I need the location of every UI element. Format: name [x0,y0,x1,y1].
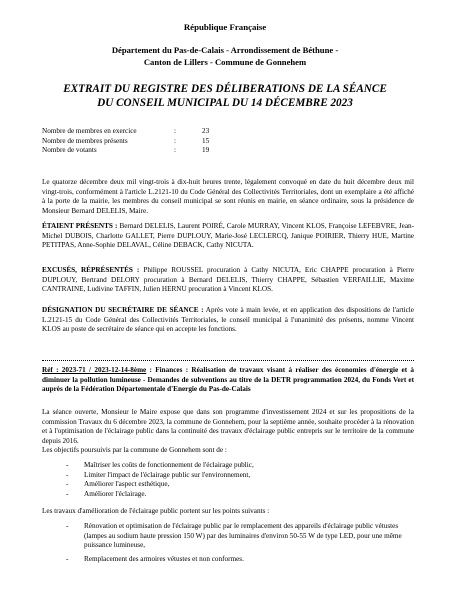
document-title [0,82,450,110]
works-list [66,522,414,564]
excuses-label: EXCUSÉS, RÉPRÉSENTÉS : [42,266,140,274]
deliberation-heading [42,366,414,395]
section-divider [42,360,414,361]
secretary-text: Après vote à main levée, et en application des dispositions de l'article L.2121-15 du Code Général des Collectivités Territoriales, le conseil municipal à l'unanimité des présents, nomme Vincent KLOS au poste de secrétaire de séance qui en accepte les fonctions. [42,306,414,334]
stats-colon: : [174,146,176,155]
objectives-list [66,461,414,499]
stats-label: Nombre de membres en exercice [42,127,137,135]
presents-text: Bernard DELELIS, Laurent POIRÉ, Carole MURRAY, Vincent KLOS, Françoise LEFEBVRE, Jean-Michel DUBOIS, Charlotte GALLET, Pierre DUPLOUY, Marie-José LECLERCQ, Janique POIRIER, Thierry HUE, Martine PETITPAS, Anne-Sophie DELAVAL, Céline DEBACK, Cathy NICUTA. [42,222,415,250]
stats-row [42,137,222,147]
stats-value: 19 [202,146,210,155]
stats-colon: : [174,127,176,135]
work-text: Remplacement des armoires vétustes et non conformes. [84,554,244,563]
objective-text: Limiter l'impact de l'éclairage public sur l'environnement, [84,470,251,479]
deliberation-subject: : Finances : Réalisation de travaux visant à réaliser des économies d'énergie et à diminuer la pollution lumineuse - Demandes de subventions au titre de la DETR programmation 2024, du Fonds Vert et auprès de la Fédération Départementale d'Energie du Pas-de-Calais [42,366,414,394]
member-stats [42,127,222,156]
objective-text: Améliorer l'aspect esthétique, [84,480,170,489]
presents-label: ÉTAIENT PRÉSENTS : [42,222,118,230]
list-item: - Améliorer l'aspect esthétique, [66,480,170,489]
objective-text: Améliorer l'éclairage. [84,489,147,498]
department-line-2: Canton de Lillers - Commune de Gonnehem [143,57,307,67]
stats-value: 23 [202,127,210,135]
excuses-text: Philippe ROUSSEL procuration à Cathy NICUTA, Eric CHAPPE procuration à Pierre DUPLOUY, Bertrand DELORY procuration à Bernard DELELIS, Thierry CHAPPE, Sébastien VERFAILLIE, Maxime CANTRAINE, Ludivine TAFFIN, Julien HERNU procuration à Vincent KLOS. [42,266,414,294]
objective-text: Maîtriser les coûts de fonctionnement de l'éclairage public, [84,461,254,469]
list-item: - Améliorer l'éclairage. [66,489,147,498]
list-item: - Maîtriser les coûts de fonctionnement de l'éclairage public, [66,461,254,469]
list-item: - Remplacement des armoires vétustes et non conformes. [66,554,244,563]
stats-row [42,127,222,137]
excuses-paragraph [42,266,414,295]
stats-value: 15 [202,136,210,145]
title-line-1: EXTRAIT DU REGISTRE DES DÉLIBERATIONS DE LA SÉANCE [63,83,387,95]
work-text: Rénovation et optimisation de l'éclairage public par le remplacement des appareils d'éclairage public vétustes (lampes au sodium haute pression 150 W) par des luminaires d'environ 50-55 W de type LED, pour une même puissance lumineuse, [84,522,402,550]
list-item: - Limiter l'impact de l'éclairage public sur l'environnement, [66,470,251,479]
stats-label: Nombre de votants [42,146,97,155]
list-item: - Rénovation et optimisation de l'éclairage public par le remplacement des appareils d'éclairage public vétustes (lampes au sodium haute pression 150 W) par des luminaires d'environ 50-55 W de type LED, pour une même puissance lumineuse, [66,522,402,550]
secretary-label: DÉSIGNATION DU SECRÉTAIRE DE SÉANCE : [42,306,204,314]
stats-label: Nombre de membres présents [42,136,128,145]
stats-colon: : [174,136,176,145]
intro-paragraph: Le quatorze décembre deux mil vingt-trois à dix-huit heures trente, légalement convoqué en date du huit décembre deux mil vingt-trois, conformément à l'article L.2121-10 du Code Général des Collectivités Territoriales, dont un exemplaire a été affiché à la porte de la mairie, les membres du conseil municipal se sont réunis en mairie, en séance ordinaire, sous la présidence de Monsieur Bernard DELELIS, Maire. [42,178,414,215]
department-line-1: Département du Pas-de-Calais - Arrondissement de Béthune - [111,45,339,55]
department-header [0,44,450,68]
title-line-2: DU CONSEIL MUNICIPAL DU 14 DÉCEMBRE 2023 [97,97,353,109]
works-intro: Les travaux d'amélioration de l'éclairage public portent sur les points suivants : [42,507,270,515]
republic-header: République Française [183,22,267,32]
objectives-intro: Les objectifs poursuivis par la commune de Gonnehem sont de : [42,446,227,454]
deliberation-reference: Réf : 2023-71 / 2023-12-14-8ème [42,366,147,374]
deliberation-paragraph-1: La séance ouverte, Monsieur le Maire expose que dans son programme d'investissement 2024 et sur les propositions de la commission Travaux du 6 décembre 2023, la commune de Gonnehem, pour la septième année, souhaite procéder à la rénovation et à l'optimisation de l'éclairage public dans la continuité des travaux d'éclairage public entrepris sur le territoire de la commune depuis 2016. [42,408,414,445]
stats-row [42,146,222,156]
secretary-paragraph [42,306,414,335]
presents-paragraph [42,222,414,251]
